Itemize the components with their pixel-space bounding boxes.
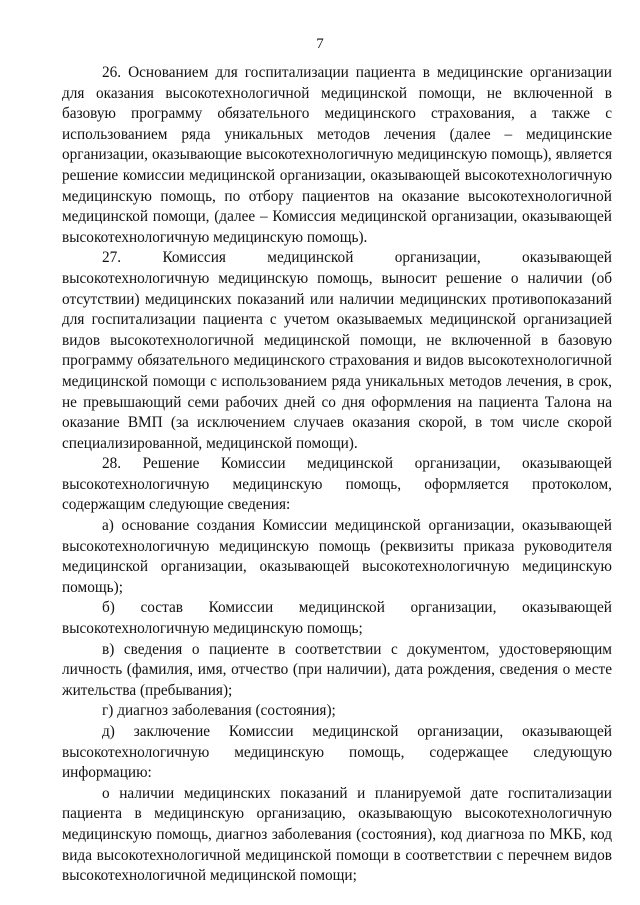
page-number: 7: [316, 36, 324, 52]
list-item-a: а) основание создания Комиссии медицинской организации, оказывающей высокотехнологичную медицинскую помощь (реквизиты приказа руководителя медицинской организации, оказывающей высокотехнологичную медицинскую помощь);: [62, 517, 612, 596]
list-item-b: б) состав Комиссии медицинской организации, оказывающей высокотехнологичную медицинскую помощь;: [62, 599, 612, 638]
list-item-d: д) заключение Комиссии медицинской организации, оказывающей высокотехнологичную медицинскую помощь, содержащее следующую информацию:: [62, 723, 612, 782]
paragraph-26: 26. Основанием для госпитализации пациента в медицинские организации для оказания высокотехнологичной медицинской помощи, не включенной в базовую программу обязательного медицинского страхования, а также с использованием ряда уникальных методов лечения (далее – медицинские организации, оказывающие высокотехнологичную медицинскую помощь), является решение комиссии медицинской организации, оказывающей высокотехнологичную медицинскую помощь, по отбору пациентов на оказание высокотехнологичной медицинской помощи, (далее – Комиссия медицинской организации, оказывающей высокотехнологичную медицинскую помощь).: [62, 64, 612, 246]
list-item-v: в) сведения о пациенте в соответствии с документом, удостоверяющим личность (фамилия, имя, отчество (при наличии), дата рождения, сведения о месте жительства (пребывания);: [62, 640, 612, 699]
paragraph-28: 28. Решение Комиссии медицинской организации, оказывающей высокотехнологичную медицинскую помощь, оформляется протоколом, содержащим следующие сведения:: [62, 455, 612, 514]
conclusion-detail: о наличии медицинских показаний и планируемой дате госпитализации пациента в медицинскую организацию, оказывающую высокотехнологичную медицинскую помощь, диагноз заболевания (состояния), код диагноза по МКБ, код вида высокотехнологичной медицинской помощи в соответствии с перечнем видов высокотехнологичной медицинской помощи;: [62, 784, 612, 885]
list-item-g: г) диагноз заболевания (состояния);: [102, 702, 336, 720]
paragraph-27: 27. Комиссия медицинской организации, оказывающей высокотехнологичную медицинскую помощь, выносит решение о наличии (об отсутствии) медицинских показаний или наличии медицинских противопоказаний для госпитализации пациента с учетом оказываемых медицинской организацией видов высокотехнологичной медицинской помощи, не включенной в базовую программу обязательного медицинского страхования и видов высокотехнологичной медицинской помощи с использованием ряда уникальных методов лечения, в срок, не превышающий семи рабочих дней со дня оформления на пациента Талона на оказание ВМП (за исключением случаев оказания скорой, в том числе скорой специализированной, медицинской помощи).: [62, 249, 612, 452]
document-body: [62, 63, 612, 887]
